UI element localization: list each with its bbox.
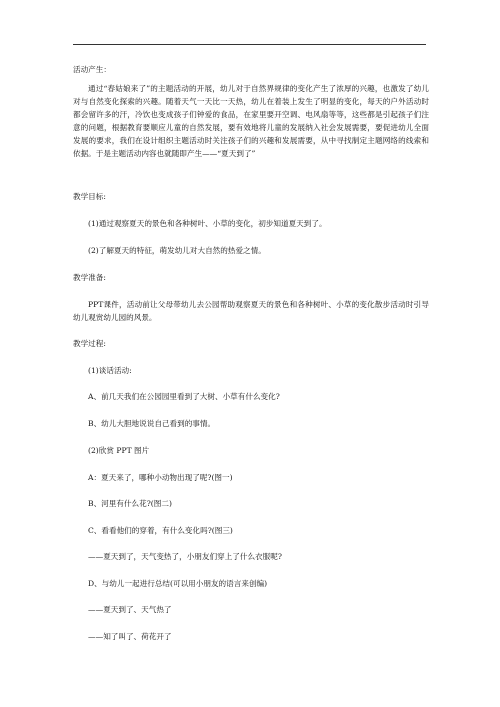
process-item: (2)欣赏 PPT 图片 bbox=[88, 446, 150, 455]
process-item: A：夏天来了，哪种小动物出现了呢?(图一) bbox=[88, 473, 233, 482]
goal-item-1: (1)通过观察夏天的景色和各种树叶、小草的变化，初步知道夏天到了。 bbox=[88, 219, 327, 228]
heading-teaching-goals: 教学目标: bbox=[73, 192, 106, 201]
process-item: C、看看他们的穿着，有什么变化吗?(图三) bbox=[88, 526, 233, 535]
process-item: ——夏天到了，天气变热了，小朋友们穿上了什么衣服呢? bbox=[88, 552, 282, 561]
process-item: (1)谈话活动: bbox=[88, 366, 132, 375]
process-item: B、河里有什么花?(图二) bbox=[88, 499, 172, 508]
heading-teaching-preparation: 教学准备: bbox=[73, 273, 106, 282]
paragraph-activity-origin: 通过“春姑娘来了”的主题活动的开展，幼儿对于自然界规律的变化产生了浓厚的兴趣，也激发了幼儿对与自然变化探索的兴趣。随着天气一天比一天热，幼儿在着装上发生了明显的变化，每天的户外活动时都会留许多的汗，冷饮也变成孩子们钟爱的食品，在家里要开空调、电风扇等等，这些都是引起孩子们注意的问题，根据教育要顺应儿童的自然发展，要有效地将儿童的发展纳入社会发展需要，要促进幼儿全面发展的要求，我们在设计组织主题活动时关注孩子们的兴趣和发展需要，从中寻找制定主题网络的线索和依据。于是主题活动内容也就随即产生——“夏天到了” bbox=[73, 84, 429, 158]
process-item: B、幼儿大胆地说说自己看到的事情。 bbox=[88, 419, 216, 428]
paragraph-preparation: PPT课件，活动前让父母带幼儿去公园帮助观察夏天的景色和各种树叶、小草的变化散步活动时引导幼儿观赏幼儿园的风景。 bbox=[73, 300, 429, 322]
heading-activity-origin: 活动产生： bbox=[73, 65, 111, 74]
goal-item-2: (2)了解夏天的特征，萌发幼儿对大自然的热爱之情。 bbox=[88, 246, 266, 255]
process-item: D、与幼儿一起进行总结(可以用小朋友的语言来创编) bbox=[88, 579, 268, 588]
process-item: A、前几天我们在公园园里看到了大树、小草有什么变化? bbox=[88, 392, 280, 401]
process-item: ——知了叫了、荷花开了 bbox=[88, 632, 172, 641]
header-rule bbox=[73, 44, 426, 45]
heading-teaching-process: 教学过程: bbox=[73, 339, 106, 348]
process-item: ——夏天到了、天气热了 bbox=[88, 605, 172, 614]
